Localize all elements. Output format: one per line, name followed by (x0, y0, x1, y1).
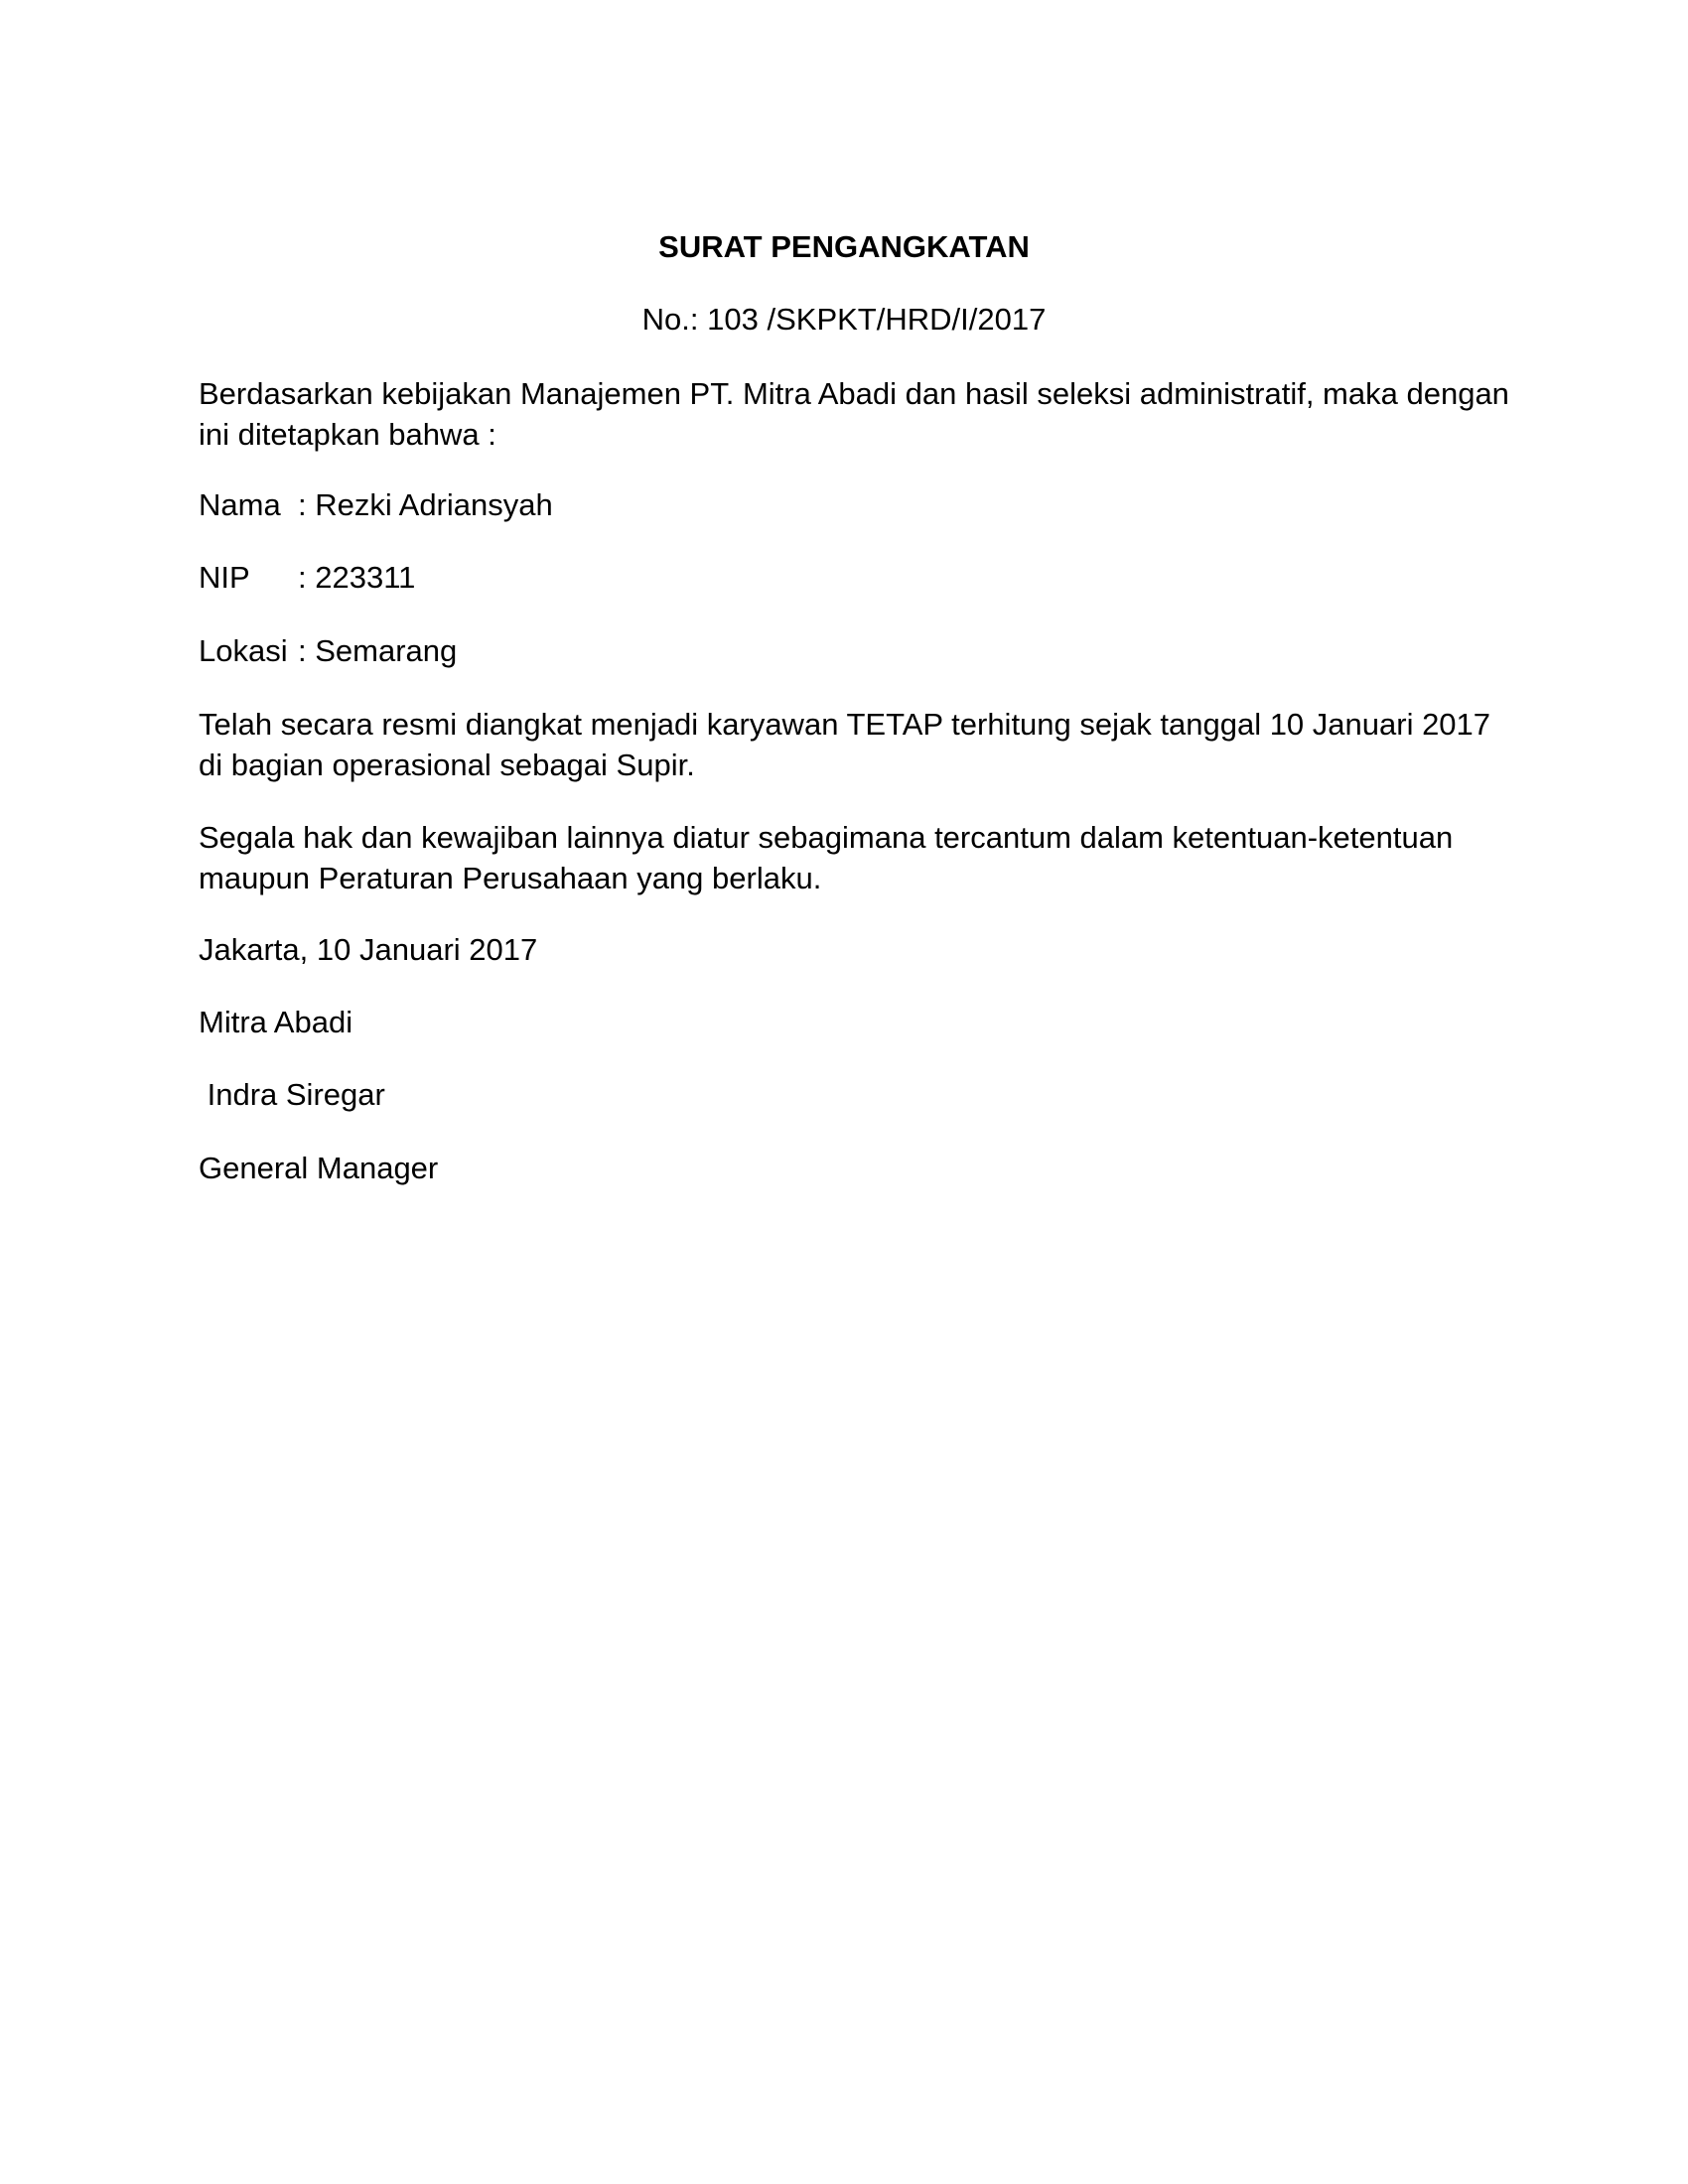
company-name: Mitra Abadi (199, 1005, 353, 1039)
field-name-label: Nama (199, 487, 281, 522)
field-location (199, 632, 457, 670)
intro-paragraph: Berdasarkan kebijakan Manajemen PT. Mitra Abadi dan hasil seleksi administratif, maka dengan ini ditetapkan bahwa : (199, 376, 1509, 452)
field-name-value: : Rezki Adriansyah (298, 487, 553, 522)
signatory-position: General Manager (199, 1151, 439, 1185)
field-nip-label: NIP (199, 560, 250, 595)
signatory-name: Indra Siregar (199, 1077, 385, 1112)
field-location-value: : Semarang (298, 633, 458, 668)
appointment-paragraph: Telah secara resmi diangkat menjadi karyawan TETAP terhitung sejak tanggal 10 Januari 2017 di bagian operasional sebagai Supir. (199, 707, 1491, 782)
place-date: Jakarta, 10 Januari 2017 (199, 932, 538, 967)
letter-number: No.: 103 /SKPKT/HRD/I/2017 (641, 302, 1047, 337)
letter-title: SURAT PENGANGKATAN (658, 229, 1030, 264)
rights-paragraph: Segala hak dan kewajiban lainnya diatur sebagimana tercantum dalam ketentuan-ketentuan maupun Peraturan Perusahaan yang berlaku. (199, 820, 1454, 895)
field-nip (199, 559, 415, 597)
field-nip-value: : 223311 (298, 560, 416, 595)
field-name (199, 486, 553, 524)
field-location-label: Lokasi (199, 633, 288, 668)
